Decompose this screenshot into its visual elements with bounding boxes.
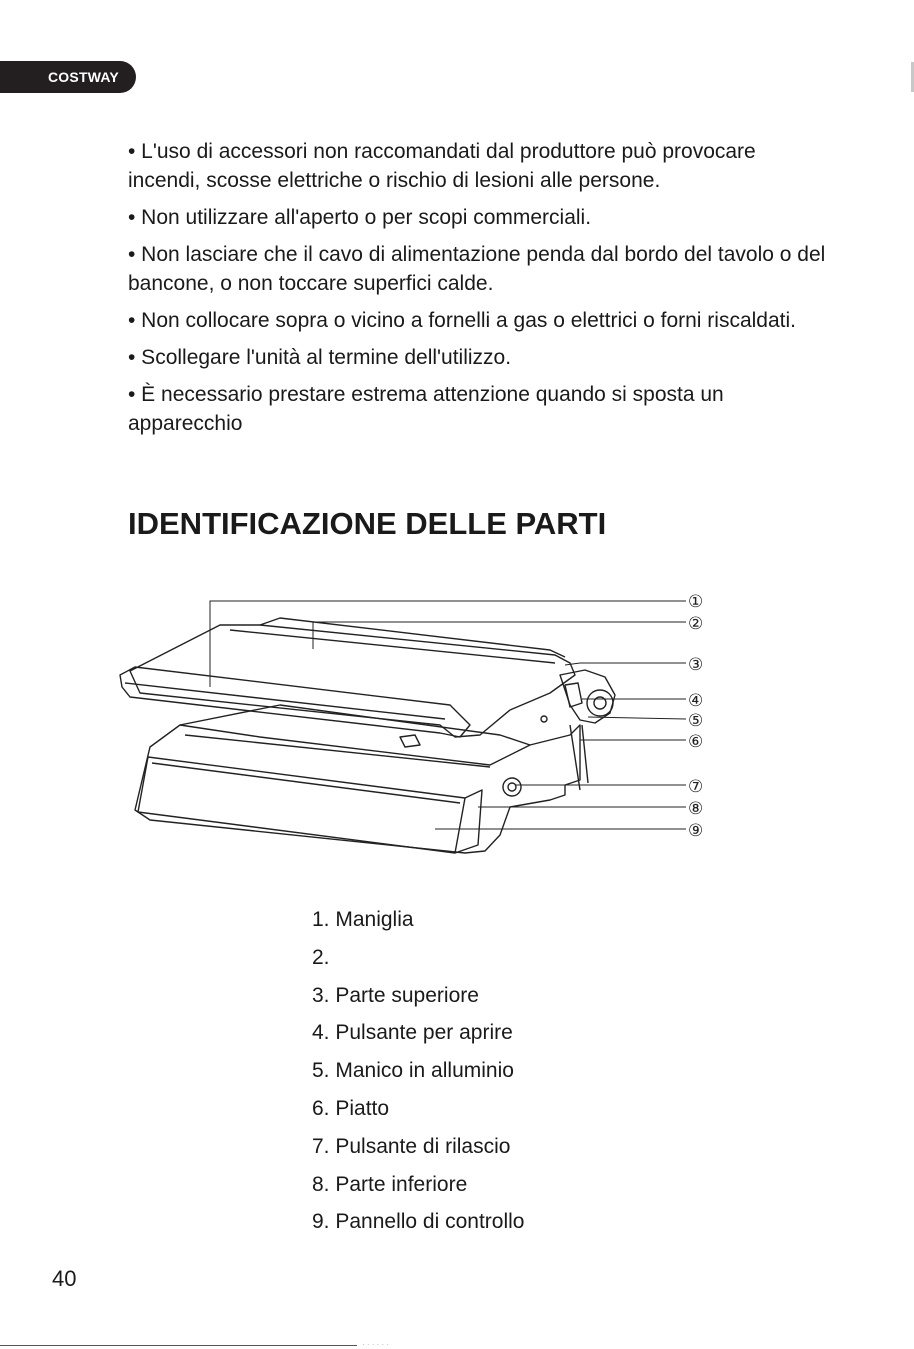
callout-3: ③ (688, 655, 704, 675)
part-item: 4. Pulsante per aprire (312, 1021, 513, 1045)
callout-8: ⑧ (688, 799, 704, 819)
section-heading: IDENTIFICAZIONE DELLE PARTI (128, 506, 607, 541)
brand-logo (0, 61, 136, 93)
callout-9: ⑨ (688, 821, 704, 841)
bullet-item: • Scollegare l'unità al termine dell'utilizzo. (128, 346, 512, 369)
part-item: 9. Pannello di controllo (312, 1210, 525, 1234)
part-item: 6. Piatto (312, 1096, 390, 1120)
grill-diagram (110, 585, 720, 865)
bullet-item: • Non utilizzare all'aperto o per scopi commerciali. (128, 206, 592, 229)
safety-bullets (128, 137, 828, 446)
callout-1: ① (688, 592, 704, 612)
callout-5: ⑤ (688, 711, 704, 731)
part-item: 2. (312, 945, 330, 969)
bullet-item: • Non collocare sopra o vicino a fornelli a gas o elettrici o forni riscaldati. (128, 309, 797, 332)
bullet-item: • È necessario prestare estrema attenzione quando si sposta un apparecchio (128, 383, 724, 435)
callout-4: ④ (688, 691, 704, 711)
page-number: 40 (52, 1266, 77, 1291)
footer-marks: · · · · · · (362, 1340, 390, 1349)
bullet-item: • L'uso di accessori non raccomandati dal produttore può provocare incendi, scosse elettriche o rischio di lesioni alle persone. (128, 140, 756, 192)
part-item: 8. Parte inferiore (312, 1172, 468, 1196)
bullet-item: • Non lasciare che il cavo di alimentazione penda dal bordo del tavolo o del bancone, o non toccare superfici calde. (128, 243, 826, 295)
footer-rule (0, 1345, 357, 1346)
part-item: 3. Parte superiore (312, 983, 479, 1007)
callout-7: ⑦ (688, 777, 704, 797)
brand-name: COSTWAY (48, 69, 119, 85)
part-item: 1. Maniglia (312, 908, 414, 931)
parts-list (312, 904, 524, 1244)
callout-6: ⑥ (688, 732, 704, 752)
part-item: 7. Pulsante di rilascio (312, 1134, 511, 1158)
callout-2: ② (688, 614, 704, 634)
part-item: 5. Manico in alluminio (312, 1059, 514, 1083)
